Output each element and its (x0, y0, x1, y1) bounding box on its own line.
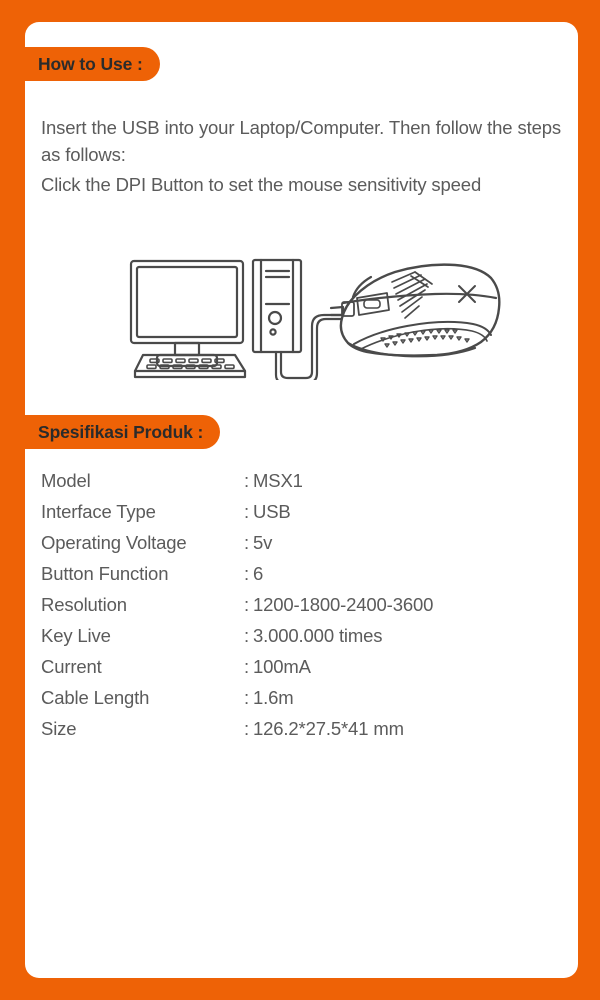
usb-cable (276, 315, 341, 380)
spec-colon: : (244, 718, 249, 739)
desktop-tower-icon (253, 260, 301, 352)
spec-colon: : (244, 594, 249, 615)
spec-value (244, 687, 294, 709)
section-banner-specification (25, 415, 220, 449)
how-to-use-paragraph-1: Insert the USB into your Laptop/Computer. Then follow the steps as follows: (41, 116, 561, 165)
spec-row (41, 532, 541, 563)
spec-row (41, 594, 541, 625)
monitor-icon (131, 261, 243, 366)
section-banner-how-to-use (25, 47, 160, 81)
spec-colon: : (244, 501, 249, 522)
gaming-mouse-icon (331, 265, 499, 357)
spec-colon: : (244, 532, 249, 553)
spec-value-text: MSX1 (253, 470, 303, 491)
spec-colon: : (244, 470, 249, 491)
spec-value-text: 5v (253, 532, 273, 553)
usb-mouse-connection-illustration (95, 220, 515, 380)
spec-value (244, 501, 291, 523)
spec-label: Model (41, 470, 91, 491)
spec-row (41, 625, 541, 656)
specification-list (41, 470, 541, 749)
spec-value (244, 656, 311, 678)
spec-row (41, 687, 541, 718)
spec-colon: : (244, 656, 249, 677)
spec-value-text: 6 (253, 563, 264, 584)
spec-colon: : (244, 625, 249, 646)
spec-value-text: 100mA (253, 656, 311, 677)
how-to-use-paragraph-2: Click the DPI Button to set the mouse sensitivity speed (41, 173, 482, 195)
spec-value (244, 470, 303, 492)
spec-value-text: USB (253, 501, 291, 522)
spec-colon: : (244, 563, 249, 584)
spec-label: Current (41, 656, 102, 677)
illustration-svg (95, 220, 515, 380)
section-title-how-to-use: How to Use : (38, 53, 143, 74)
spec-colon: : (244, 687, 249, 708)
spec-value-text: 1200-1800-2400-3600 (253, 594, 434, 615)
spec-value-text: 3.000.000 times (253, 625, 383, 646)
spec-value (244, 532, 272, 554)
spec-value-text: 126.2*27.5*41 mm (253, 718, 404, 739)
spec-label: Interface Type (41, 501, 156, 522)
spec-label: Operating Voltage (41, 532, 187, 553)
spec-value (244, 625, 382, 647)
spec-value (244, 594, 433, 616)
spec-row (41, 470, 541, 501)
spec-row (41, 718, 541, 749)
spec-row (41, 656, 541, 687)
spec-value (244, 563, 263, 585)
spec-row (41, 563, 541, 594)
content-card (25, 22, 578, 978)
spec-label: Key Live (41, 625, 111, 646)
spec-label: Size (41, 718, 77, 739)
spec-value (244, 718, 404, 740)
spec-value-text: 1.6m (253, 687, 294, 708)
section-title-specification: Spesifikasi Produk : (38, 421, 204, 442)
spec-label: Resolution (41, 594, 127, 615)
spec-row (41, 501, 541, 532)
spec-label: Button Function (41, 563, 169, 584)
spec-label: Cable Length (41, 687, 150, 708)
